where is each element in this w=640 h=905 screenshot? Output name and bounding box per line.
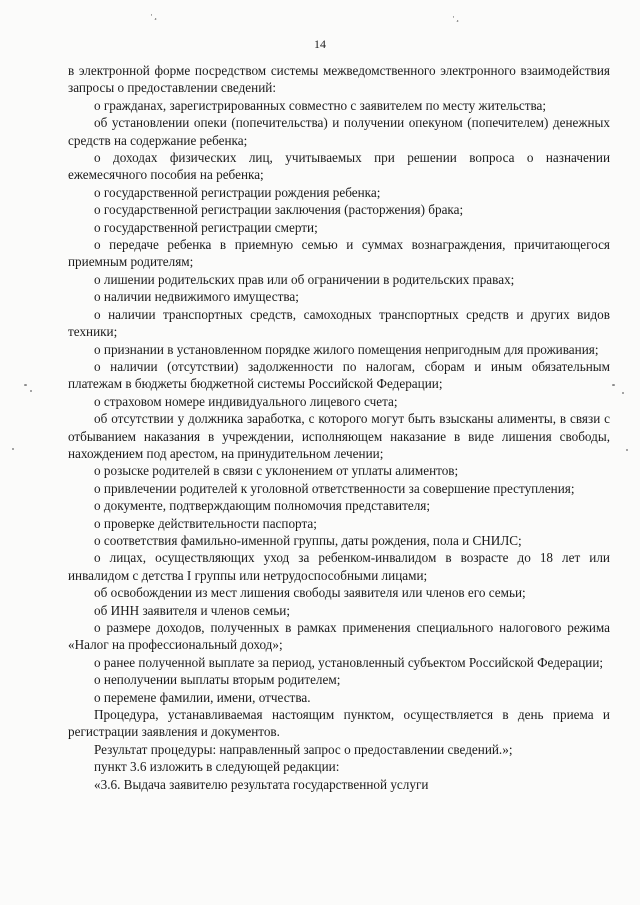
paragraph: о гражданах, зарегистрированных совместно с заявителем по месту жительства; [94,97,547,113]
paragraph: о государственной регистрации смерти; [94,219,318,235]
scan-speck [24,384,27,386]
paragraph: о передаче ребенка в приемную семью и суммах вознаграждения, причитающегося приемным родителям; [68,237,610,270]
paragraph: об ИНН заявителя и членов семьи; [94,602,290,618]
scan-speck [12,448,14,450]
paragraph: об отсутствии у должника заработка, с которого могут быть взысканы алименты, в связи с отбыванием наказания в учреждении, исполняющем наказание в виде лишения свободы, нахождением под арестом, на принудительном лечении; [68,411,610,461]
paragraph: в электронной форме посредством системы межведомственного электронного взаимодействия запросы о предоставлении сведений: [68,63,610,96]
paragraph: о доходах физических лиц, учитываемых при решении вопроса о назначении ежемесячного пособия на ребенка; [68,150,610,183]
paragraph: о признании в установленном порядке жилого помещения непригодным для проживания; [94,341,599,357]
paragraph: о наличии недвижимого имущества; [94,289,299,305]
paragraph: о лишении родительских прав или об ограничении в родительских правах; [94,271,515,287]
paragraph: о государственной регистрации заключения (расторжения) брака; [94,202,464,218]
paragraph: о соответствия фамильно-именной группы, даты рождения, пола и СНИЛС; [94,532,522,548]
paragraph: о неполучении выплаты вторым родителем; [94,672,341,688]
scan-speck [30,390,32,392]
paragraph: о розыске родителей в связи с уклонением от уплаты алиментов; [94,463,459,479]
paragraph: Процедура, устанавливаемая настоящим пунктом, осуществляется в день приема и регистрации заявления и документов. [68,707,610,740]
scan-speck [612,384,615,386]
paragraph: о проверке действительности паспорта; [94,515,317,531]
paragraph: о привлечении родителей к уголовной ответственности за совершение преступления; [94,480,575,496]
paragraph: Результат процедуры: направленный запрос о предоставлении сведений.»; [94,741,513,757]
scan-speck [622,392,624,394]
scan-artifact: ·¸ [150,10,158,20]
paragraph: о размере доходов, полученных в рамках применения специального налогового режима «Налог на профессиональный доход»; [68,620,610,653]
page-number: 14 [314,37,326,51]
paragraph: «3.6. Выдача заявителю результата государственной услуги [94,776,429,792]
document-body [68,62,610,793]
paragraph: о государственной регистрации рождения ребенка; [94,184,381,200]
paragraph: о документе, подтверждающим полномочия представителя; [94,498,431,514]
paragraph: о страховом номере индивидуального лицевого счета; [94,393,398,409]
paragraph: о лицах, осуществляющих уход за ребенком-инвалидом в возрасте до 18 лет или инвалидом с детства I группы или нетрудоспособными лицами; [68,550,610,583]
scan-artifact: ·¸ [452,12,460,22]
scan-speck [626,449,628,451]
paragraph: о ранее полученной выплате за период, установленный субъектом Российской Федерации; [94,654,604,670]
paragraph: о наличии (отсутствии) задолженности по налогам, сборам и иным обязательным платежам в бюджеты бюджетной системы Российской Федерации; [68,358,610,392]
paragraph: о перемене фамилии, имени, отчества. [94,689,311,705]
paragraph: об освобождении из мест лишения свободы заявителя или членов его семьи; [94,585,526,601]
paragraph: об установлении опеки (попечительства) и получении опекуном (попечителем) денежных средств на содержание ребенка; [68,115,610,148]
paragraph: о наличии транспортных средств, самоходных транспортных средств и других видов техники; [68,306,610,340]
paragraph: пункт 3.6 изложить в следующей редакции: [94,759,340,775]
